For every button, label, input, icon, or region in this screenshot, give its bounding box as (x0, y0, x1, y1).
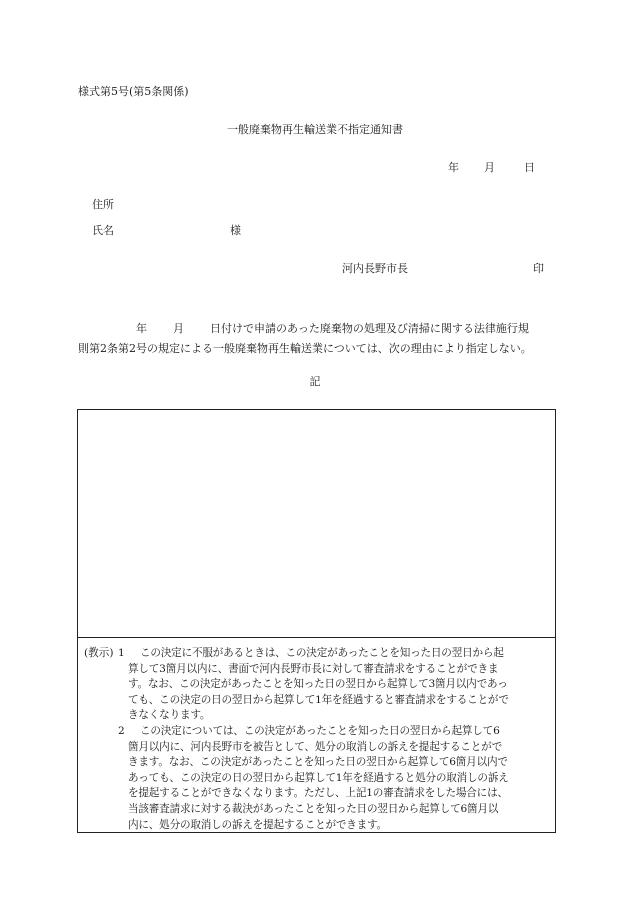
ki-heading: 記 (309, 375, 321, 388)
document-title: 一般廃棄物再生輸送業不指定通知書 (227, 123, 403, 136)
body-text-2: 則第2条第2号の規定による一般廃棄物再生輸送業については、次の理由により指定しない。 (78, 342, 532, 355)
body-month: 月 (173, 322, 184, 335)
reason-box (77, 409, 556, 833)
date-month: 月 (484, 161, 495, 174)
honorific: 様 (230, 224, 241, 237)
name-label: 氏名 (92, 224, 114, 237)
notice-item-number: 2 (118, 725, 125, 737)
notice-line: きます。なお、この決定があったことを知った日の翌日から起算して6箇月以内で (128, 756, 508, 769)
notice-label: (教示) (84, 647, 114, 659)
body-text (78, 319, 562, 359)
body-text-1: 日付けで申請のあった廃棄物の処理及び清掃に関する法律施行規 (210, 322, 529, 335)
body-year: 年 (136, 322, 147, 335)
notice-line: を提起することができなくなります。ただし、上記1の審査請求をした場合には、 (128, 787, 508, 800)
date-day: 日 (524, 161, 535, 174)
reason-field (78, 410, 555, 638)
notice-line: 算して3箇月以内に、書面で河内長野市長に対して審査請求をすることができま (128, 662, 499, 675)
body-line-1 (78, 319, 562, 339)
address-label: 住所 (92, 198, 114, 211)
notice-line: この決定については、この決定があったことを知った日の翌日から起算して6 (140, 725, 500, 737)
seal-mark: 印 (533, 262, 544, 275)
form-number: 様式第5号(第5条関係) (78, 85, 189, 98)
notice-line: あっても、この決定の日の翌日から起算して1年を経過すると処分の取消しの訴え (128, 771, 509, 784)
issue-date (448, 162, 535, 173)
notice-item-number: 1 (118, 647, 125, 659)
notice-line: 内に、処分の取消しの訴えを提起することができます。 (128, 818, 387, 831)
notice-line: す。なお、この決定があったことを知った日の翌日から起算して3箇月以内であっ (128, 678, 508, 691)
sender-mayor: 河内長野市長 (342, 262, 408, 275)
date-year: 年 (448, 161, 459, 174)
notice-line: ても、この決定の日の翌日から起算して1年を経過すると審査請求をすることがで (128, 693, 509, 706)
notice-line: 箇月以内に、河内長野市を被告として、処分の取消しの訴えを提起することがで (128, 740, 502, 753)
notice-line: この決定に不服があるときは、この決定があったことを知った日の翌日から起 (140, 647, 504, 659)
notice-section (78, 637, 555, 832)
notice-line: きなくなります。 (128, 709, 211, 722)
notice-line: 当該審査請求に対する裁決があったことを知った日の翌日から起算して6箇月以 (128, 802, 499, 815)
